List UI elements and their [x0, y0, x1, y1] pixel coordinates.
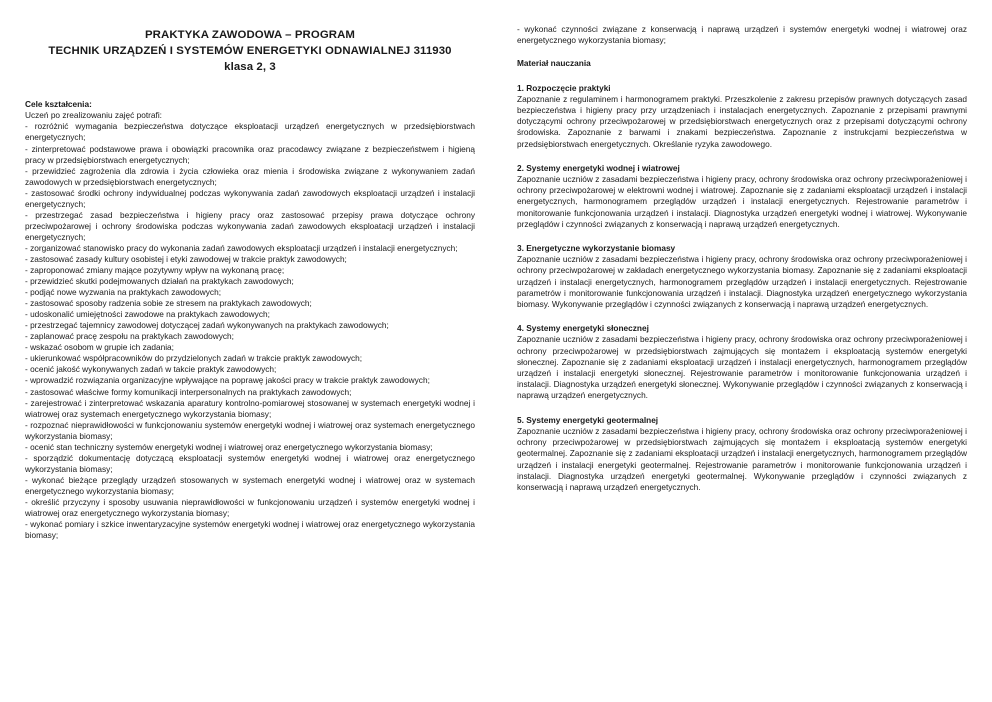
- section-title: 4. Systemy energetyki słonecznej: [517, 323, 649, 334]
- section-geothermal: [517, 415, 967, 493]
- section-body: Zapoznanie uczniów z zasadami bezpieczeństwa i higieny pracy, ochrony środowiska oraz ochrony przeciwporażeniowej i ochrony przeciwpożarowej w przedsiębiorstwach zajmujących się montażem i eksploatacją systemów energetyki geotermalnej. Zapoznanie się z zadaniami eksploatacji urządzeń i instalacji energetycznych, harmonogramem przeglądów urządzeń i instalacji energetyki geotermalnej. Rejestrowanie parametrów i monitorowanie funkcjonowania urządzeń i instalacji. Diagnostyka urządzeń energetyki geotermalnej. Wykonywanie przeglądów i czynności związanych z konserwacją i naprawą urządzeń energetycznych.: [517, 425, 967, 492]
- goal-item-continued: - wykonać czynności związane z konserwacją i naprawą urządzeń i systemów energetyki wodnej i wiatrowej oraz energetycznego wykorzystania biomasy;: [517, 24, 967, 46]
- section-body: Zapoznanie uczniów z zasadami bezpieczeństwa i higieny pracy, ochrony środowiska oraz ochrony przeciwporażeniowej i ochrony przeciwpożarowej w przedsiębiorstwach zajmujących się montażem i eksploatacją systemów energetyki słonecznej. Zapoznanie się z zadaniami eksploatacji urządzeń i instalacji energetycznych, harmonogramem przeglądów urządzeń i instalacji energetyki słonecznej. Rejestrowanie parametrów i monitorowanie funkcjonowania urządzeń i instalacji. Diagnostyka urządzeń energetyki słonecznej. Wykonywanie przeglądów i czynności związanych z konserwacją i naprawą urządzeń energetycznych.: [517, 334, 967, 401]
- section-body: Zapoznanie z regulaminem i harmonogramem praktyki. Przeszkolenie z zakresu przepisów prawnych dotyczących zasad bezpieczeństwa i higieny pracy przy urządzeniach i instalacjach energetycznych. Zapoznanie z przepisami prawnymi dotyczącymi ochrony przeciwpożarowej w przedsiębiorstwach energetycznych oraz z przepisami dotyczącymi ochrony środowiska. Zapoznanie z barwami i znakami bezpieczeństwa. Zapoznanie z instrukcjami bezpieczeństwa w przedsiębiorstwach energetycznych. Określanie ryzyka zawodowego.: [517, 93, 967, 149]
- goal-item: - wprowadzić rozwiązania organizacyjne wpływające na poprawę jakości pracy w trakcie praktyk zawodowych;: [25, 375, 430, 386]
- section-title: 5. Systemy energetyki geotermalnej: [517, 414, 659, 425]
- goal-item: - zarejestrować i zinterpretować wskazania aparatury kontrolno-pomiarowej stosowanej w systemach energetyki wodnej i wiatrowej oraz systemach energetycznego wykorzystania biomasy;: [25, 397, 475, 419]
- section-water-wind: [517, 163, 967, 230]
- section-body: Zapoznanie uczniów z zasadami bezpieczeństwa i higieny pracy, ochrony środowiska oraz ochrony przeciwporażeniowej i ochrony przeciwpożarowej w zakładach energetycznego wykorzystania biomasy. Zapoznanie się z zadaniami eksploatacji urządzeń i instalacji energetycznych, harmonogramem przeglądów urządzeń i instalacji energetycznych. Rejestrowanie parametrów i monitorowanie funkcjonowania urządzeń i instalacji. Diagnostyka urządzeń energetycznego wykorzystania biomasy. Wykonywanie przeglądów i czynności związanych z konserwacją i naprawą urządzeń energetycznych.: [517, 254, 967, 310]
- goal-item: - wykonać pomiary i szkice inwentaryzacyjne systemów energetyki wodnej i wiatrowej oraz energetycznego wykorzystania biomasy;: [25, 519, 475, 541]
- goal-item: - rozróżnić wymagania bezpieczeństwa dotyczące eksploatacji urządzeń energetycznych w przedsiębiorstwach energetycznych;: [25, 121, 475, 143]
- goal-item: - zorganizować stanowisko pracy do wykonania zadań zawodowych eksploatacji urządzeń i instalacji energetycznych;: [25, 242, 458, 253]
- goal-item: - określić przyczyny i sposoby usuwania nieprawidłowości w funkcjonowaniu urządzeń i systemów energetyki wodnej i wiatrowej oraz energetycznego wykorzystania biomasy;: [25, 497, 475, 519]
- goal-item: - zaplanować pracę zespołu na praktykach zawodowych;: [25, 331, 234, 342]
- section-title: 2. Systemy energetyki wodnej i wiatrowej: [517, 162, 680, 173]
- header-subtitle: TECHNIK URZĄDZEŃ I SYSTEMÓW ENERGETYKI ODNAWIALNEJ 311930: [48, 45, 452, 57]
- goal-item: - ukierunkować współpracowników do przydzielonych zadań w trakcie praktyk zawodowych;: [25, 353, 363, 364]
- goal-item: - zastosować środki ochrony indywidualnej podczas wykonywania zadań zawodowych eksploatacji urządzeń i instalacji energetycznych;: [25, 187, 475, 209]
- goal-item: - przestrzegać tajemnicy zawodowej dotyczącej zadań wykonywanych na praktykach zawodowych;: [25, 320, 389, 331]
- section-title: 1. Rozpoczęcie praktyki: [517, 82, 611, 93]
- goal-item: - udoskonalić umiejętności zawodowe na praktykach zawodowych;: [25, 309, 270, 320]
- goal-item: - zastosować sposoby radzenia sobie ze stresem na praktykach zawodowych;: [25, 298, 312, 309]
- goals-list: [25, 121, 475, 541]
- goal-item: - zastosować zasady kultury osobistej i etyki zawodowej w trakcie praktyk zawodowych;: [25, 253, 347, 264]
- header-title: PRAKTYKA ZAWODOWA – PROGRAM: [144, 29, 356, 41]
- section-solar: [517, 323, 967, 401]
- material-title: Materiał nauczania: [517, 58, 591, 69]
- goal-item: - przestrzegać zasad bezpieczeństwa i higieny pracy oraz zastosować przepisy prawa dotyczące ochrony przeciwpożarowej i ochrony środowiska podczas wykonywania zadań zawodowych eksploatacji urządzeń i instalacji energetycznych;: [25, 209, 475, 242]
- goal-item: - podjąć nowe wyzwania na praktykach zawodowych;: [25, 287, 221, 298]
- goals-intro: Uczeń po zrealizowaniu zajęć potrafi:: [25, 110, 162, 121]
- section-start-of-practice: [517, 83, 967, 150]
- section-body: Zapoznanie uczniów z zasadami bezpieczeństwa i higieny pracy, ochrony środowiska oraz ochrony przeciwporażeniowej i ochrony przeciwpożarowej w elektrowni wodnej i wiatrowej. Zapoznanie się z zadaniami eksploatacji urządzeń i instalacji energetycznych, harmonogramem przeglądów urządzeń i instalacji energetycznych. Rejestrowanie parametrów i monitorowanie funkcjonowania urządzeń i instalacji. Diagnostyka urządzeń energetyki wodnej i wiatrowej. Wykonywanie przeglądów i czynności związanych z konserwacją i naprawą urządzeń energetycznych.: [517, 174, 967, 229]
- section-title: 3. Energetyczne wykorzystanie biomasy: [517, 243, 676, 254]
- goal-item: - wskazać osobom w grupie ich zadania;: [25, 342, 174, 353]
- goals-section: [25, 99, 475, 541]
- goal-item: - zastosować właściwe formy komunikacji interpersonalnych na praktykach zawodowych;: [25, 386, 352, 397]
- header-class: klasa 2, 3: [224, 61, 276, 73]
- goal-item: - sporządzić dokumentację dotyczącą eksploatacji systemów energetyki wodnej i wiatrowej oraz energetycznego wykorzystania biomasy;: [25, 452, 475, 474]
- section-biomass: [517, 243, 967, 310]
- goal-item: - zaproponować zmiany mające pozytywny wpływ na wykonaną pracę;: [25, 265, 285, 276]
- goal-item: - przewidzieć zagrożenia dla zdrowia i życia człowieka oraz mienia i środowiska związane z wykonywaniem zadań zawodowych w przedsiębiorstwach energetycznych;: [25, 165, 475, 187]
- goal-item: - ocenić jakość wykonywanych zadań w takcie praktyk zawodowych;: [25, 364, 277, 375]
- left-column: [25, 0, 475, 541]
- goal-item: - ocenić stan techniczny systemów energetyki wodnej i wiatrowej oraz energetycznego wykorzystania biomasy;: [25, 441, 433, 452]
- goal-item: - rozpoznać nieprawidłowości w funkcjonowaniu systemów energetyki wodnej i wiatrowej oraz systemach energetycznego wykorzystania biomasy;: [25, 419, 475, 441]
- goals-title: Cele kształcenia:: [25, 99, 92, 109]
- goal-item: - przewidzieć skutki podejmowanych działań na praktykach zawodowych;: [25, 276, 294, 287]
- goal-item: - wykonać bieżące przeglądy urządzeń stosowanych w systemach energetyki wodnej i wiatrowej oraz w systemach energetycznego wykorzystania biomasy;: [25, 474, 475, 496]
- goal-item: - zinterpretować podstawowe prawa i obowiązki pracownika oraz pracodawcy związane z bezpieczeństwem i higieną pracy w przedsiębiorstwach energetycznych;: [25, 143, 475, 165]
- document-header: [25, 27, 475, 75]
- right-column: [517, 0, 967, 493]
